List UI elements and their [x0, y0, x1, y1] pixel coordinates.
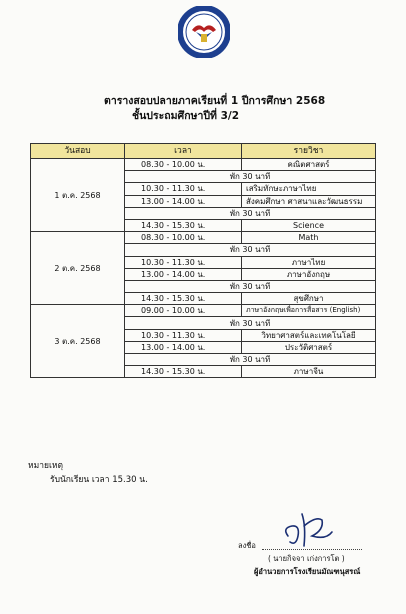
- break-cell: พัก 30 นาที: [125, 207, 376, 219]
- exam-subject: วิทยาศาสตร์และเทคโนโลยี: [242, 329, 376, 341]
- exam-time: 10.30 - 11.30 น.: [125, 256, 242, 268]
- exam-time: 08.30 - 10.00 น.: [125, 159, 242, 171]
- exam-time: 10.30 - 11.30 น.: [125, 183, 242, 195]
- exam-date: 3 ต.ค. 2568: [31, 305, 125, 378]
- school-emblem-logo: [178, 6, 230, 58]
- page-subtitle: ชั้นประถมศึกษาปีที่ 3/2: [132, 110, 240, 122]
- exam-date: 1 ต.ค. 2568: [31, 159, 125, 232]
- notes-title: หมายเหตุ: [28, 461, 63, 471]
- exam-schedule-table: [30, 143, 376, 378]
- column-header-date: วันสอบ: [31, 144, 125, 159]
- break-cell: พัก 30 นาที: [125, 171, 376, 183]
- signature-line: [262, 549, 362, 550]
- exam-time: 08.30 - 10.00 น.: [125, 232, 242, 244]
- exam-subject: ภาษาไทย: [242, 256, 376, 268]
- signer-position: ผู้อำนวยการโรงเรียนมัณฑนุสรณ์: [254, 567, 361, 576]
- exam-subject: คณิตศาสตร์: [242, 159, 376, 171]
- exam-subject: Science: [242, 219, 376, 231]
- signer-name: ( นายกิจจา เก่งการโต ): [268, 554, 345, 563]
- column-header-subject: รายวิชา: [242, 144, 376, 159]
- exam-subject: เสริมทักษะภาษาไทย: [242, 183, 376, 195]
- signature-label: ลงชื่อ: [238, 541, 256, 550]
- exam-date: 2 ต.ค. 2568: [31, 232, 125, 305]
- exam-time: 14.30 - 15.30 น.: [125, 293, 242, 305]
- table-row: [31, 305, 376, 317]
- exam-time: 09.00 - 10.00 น.: [125, 305, 242, 317]
- exam-subject: ประวัติศาสตร์: [242, 341, 376, 353]
- column-header-time: เวลา: [125, 144, 242, 159]
- break-cell: พัก 30 นาที: [125, 317, 376, 329]
- exam-subject: ภาษาอังกฤษเพื่อการสื่อสาร (English): [242, 305, 376, 317]
- exam-time: 13.00 - 14.00 น.: [125, 341, 242, 353]
- break-cell: พัก 30 นาที: [125, 244, 376, 256]
- table-header-row: [31, 144, 376, 159]
- exam-subject: ภาษาอังกฤษ: [242, 268, 376, 280]
- exam-subject: สังคมศึกษา ศาสนาและวัฒนธรรม: [242, 195, 376, 207]
- page-title: ตารางสอบปลายภาคเรียนที่ 1 ปีการศึกษา 2568: [104, 95, 326, 107]
- exam-subject: ภาษาจีน: [242, 366, 376, 378]
- exam-time: 10.30 - 11.30 น.: [125, 329, 242, 341]
- table-row: [31, 159, 376, 171]
- break-cell: พัก 30 นาที: [125, 280, 376, 292]
- exam-time: 13.00 - 14.00 น.: [125, 268, 242, 280]
- exam-time: 14.30 - 15.30 น.: [125, 366, 242, 378]
- exam-time: 14.30 - 15.30 น.: [125, 219, 242, 231]
- break-cell: พัก 30 นาที: [125, 354, 376, 366]
- handwritten-signature: [278, 506, 338, 552]
- exam-time: 13.00 - 14.00 น.: [125, 195, 242, 207]
- exam-subject: สุขศึกษา: [242, 293, 376, 305]
- notes-text: รับนักเรียน เวลา 15.30 น.: [50, 475, 148, 485]
- table-row: [31, 232, 376, 244]
- exam-subject: Math: [242, 232, 376, 244]
